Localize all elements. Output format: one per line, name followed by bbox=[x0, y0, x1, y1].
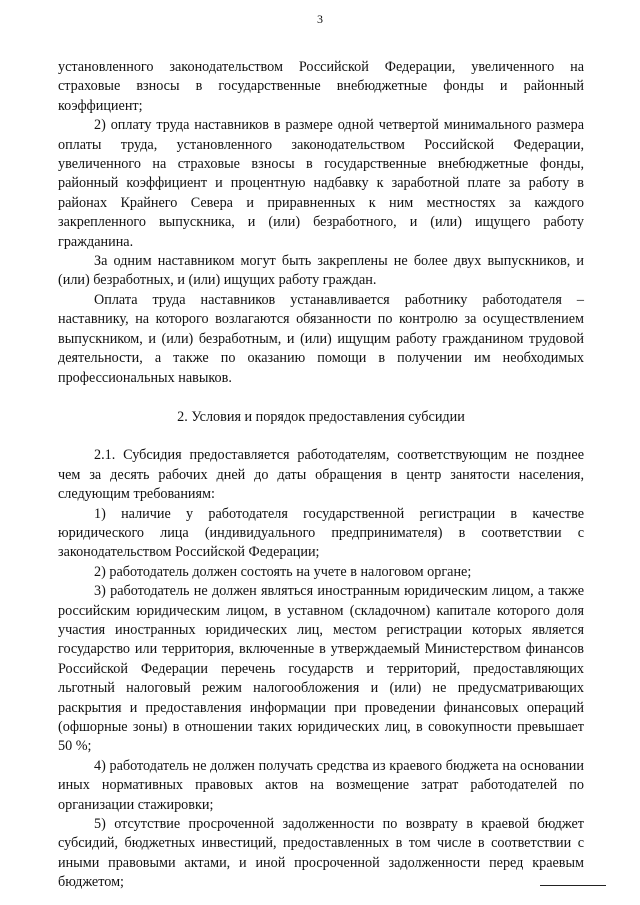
document-body bbox=[58, 58, 584, 893]
paragraph-mentor-limit: За одним наставником могут быть закреплены не более двух выпускников, и (или) безработных, и (или) ищущих работу граждан. bbox=[58, 253, 584, 289]
requirement-item-4: 4) работодатель не должен получать средства из краевого бюджета на основании иных нормативных правовых актов на возмещение затрат работодателей по организации стажировки; bbox=[58, 757, 584, 813]
paragraph-mentor-pay-rules: Оплата труда наставников устанавливается работнику работодателя – наставнику, на которого возлагаются обязанности по контролю за осуществлением выпускником, и (или) безработным, и (или) ищущим работу гражданином трудовой деятельности, а также по оказанию помощи в получении им необходимых профессиональных навыков. bbox=[58, 291, 584, 386]
requirement-item-1: 1) наличие у работодателя государственной регистрации в качестве юридического лица (индивидуального предпринимателя) в соответствии с законодательством Российской Федерации; bbox=[58, 505, 584, 561]
footer-divider bbox=[540, 885, 606, 886]
page-number: 3 bbox=[317, 12, 323, 26]
requirement-item-5: 5) отсутствие просроченной задолженности по возврату в краевой бюджет субсидий, бюджетных инвестиций, предоставленных в том числе в соответствии с иными правовыми актами, и иной просроченной задолженности перед краевым бюджетом; bbox=[58, 816, 584, 891]
paragraph-continuation: установленного законодательством Российской Федерации, увеличенного на страховые взносы в государственные внебюджетные фонды и районный коэффициент; bbox=[58, 59, 584, 114]
requirement-item-2: 2) работодатель должен состоять на учете в налоговом органе; bbox=[94, 563, 472, 580]
paragraph-clause-2-1: 2.1. Субсидия предоставляется работодателям, соответствующим не позднее чем за десять рабочих дней до даты обращения в центр занятости населения, следующим требованиям: bbox=[58, 447, 584, 503]
section-heading: 2. Условия и порядок предоставления субсидии bbox=[177, 408, 465, 425]
paragraph-item-2-mentor-pay: 2) оплату труда наставников в размере одной четвертой минимального размера оплаты труда, установленного законодательством Российской Федерации, увеличенного на страховые взносы в государственные внебюджетные фонды, районный коэффициент и процентную надбавку к заработной плате за работу в районах Крайнего Севера и приравненных к ним местностях за каждого закрепленного выпускника, и (или) безработного, и (или) ищущего работу гражданина. bbox=[58, 117, 584, 250]
requirement-item-3: 3) работодатель не должен являться иностранным юридическим лицом, а также российским юридическим лицом, в уставном (складочном) капитале которого доля участия иностранных юридических лиц, местом регистрации которых является государство или территория, включенные в утверждаемый Министерством финансов Российской Федерации перечень государств и территорий, предоставляющих льготный налоговый режим налогообложения и (или) не предусматривающих раскрытия и предоставления информации при проведении финансовых операций (офшорные зоны) в отношении таких юридических лиц, в совокупности превышает 50 %; bbox=[58, 583, 584, 755]
